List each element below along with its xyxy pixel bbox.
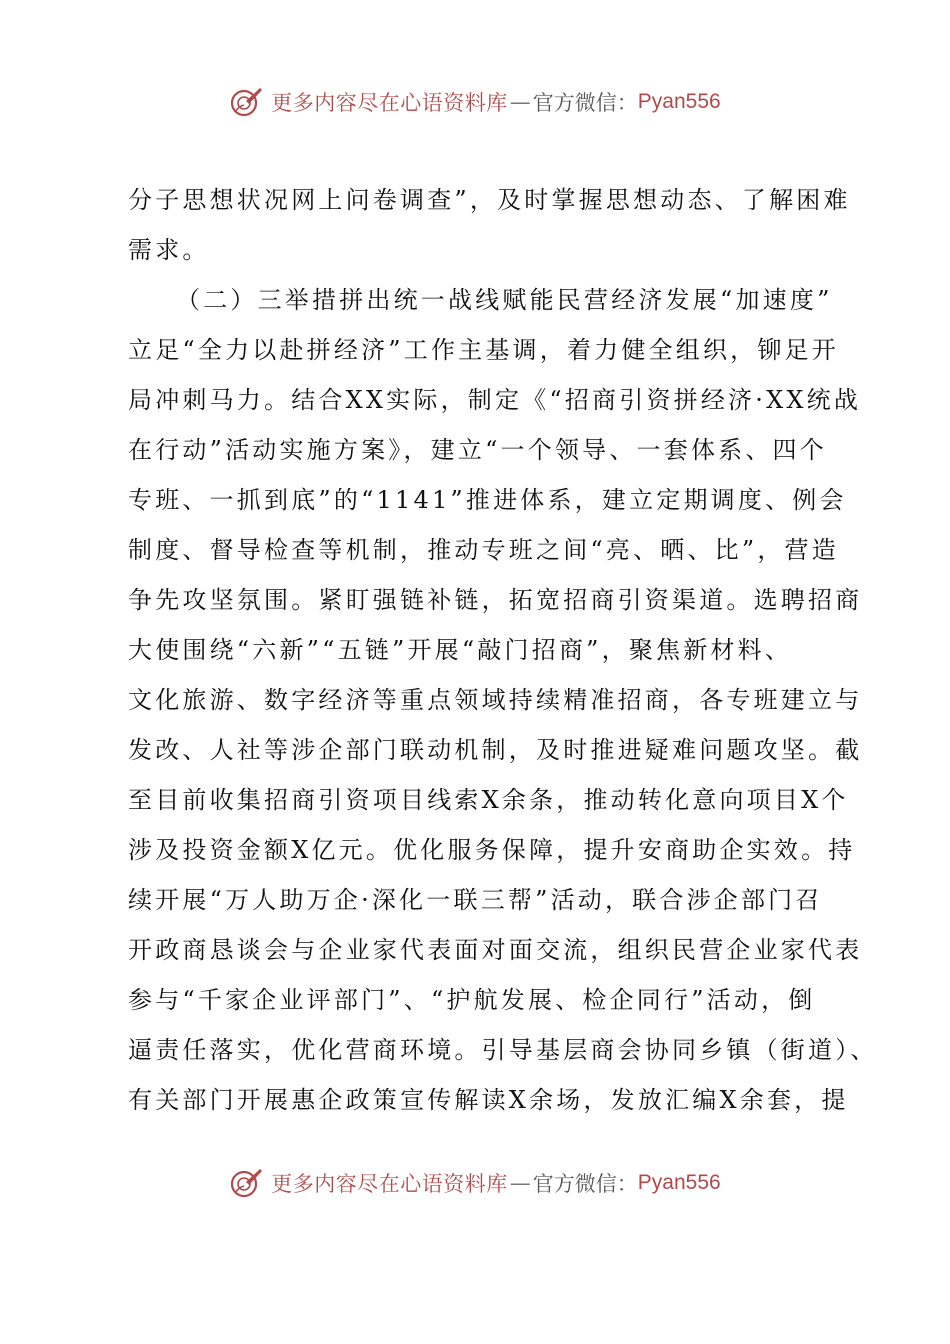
- body-line: 分子思想状况网上问卷调查”，及时掌握思想动态、了解困难: [128, 186, 851, 214]
- banner-separator: —: [509, 90, 531, 114]
- header-watermark-banner: [0, 80, 950, 124]
- body-line: 局冲刺马力。结合XX实际，制定《“招商引资拼经济·XX统战: [128, 386, 862, 414]
- body-line: 文化旅游、数字经济等重点领域持续精准招商，各专班建立与: [128, 686, 863, 714]
- body-line: 立足“全力以赴拼经济”工作主基调，着力健全组织，铆足开: [128, 336, 839, 364]
- body-line: 开政商恳谈会与企业家代表面对面交流，组织民营企业家代表: [128, 936, 863, 964]
- body-line: 争先攻坚氛围。紧盯强链补链，拓宽招商引资渠道。选聘招商: [128, 586, 863, 614]
- body-line: 在行动”活动实施方案》，建立“一个领导、一套体系、四个: [128, 436, 827, 464]
- body-line: 专班、一抓到底”的“1141”推进体系，建立定期调度、例会: [128, 486, 847, 514]
- body-line: 发改、人社等涉企部门联动机制，及时推进疑难问题攻坚。截: [128, 736, 863, 764]
- body-line: 参与“千家企业评部门”、“护航发展、检企同行”活动，倒: [128, 986, 816, 1014]
- body-line: 大使围绕“六新”“五链”开展“敲门招商”，聚焦新材料、: [128, 636, 793, 664]
- section-heading: （二）三举措拼出统一战线赋能民营经济发展“加速度”: [176, 286, 833, 314]
- pen-nib-logo-icon: [229, 84, 265, 120]
- body-line: 涉及投资金额X亿元。优化服务保障，提升安商助企实效。持: [128, 836, 856, 864]
- banner-brand-text: 更多内容尽在心语资料库: [271, 91, 508, 115]
- banner-wechat-label: 官方微信：: [532, 91, 638, 115]
- banner-wechat-label: 官方微信：: [532, 1172, 638, 1196]
- pen-nib-logo-icon: [229, 1165, 265, 1201]
- banner-brand-text: 更多内容尽在心语资料库: [271, 1172, 508, 1196]
- body-line: 逼责任落实，优化营商环境。引导基层商会协同乡镇（街道）、: [128, 1036, 878, 1064]
- body-line: 至目前收集招商引资项目线索X余条，推动转化意向项目X个: [128, 786, 849, 814]
- banner-separator: —: [509, 1171, 531, 1195]
- body-line: 制度、督导检查等机制，推动专班之间“亮、晒、比”，营造: [128, 536, 839, 564]
- document-body: [128, 175, 878, 1125]
- body-line: 有关部门开展惠企政策宣传解读X余场，发放汇编X余套，提: [128, 1086, 849, 1114]
- banner-account-id: Pyan556: [637, 1171, 721, 1194]
- body-line: 续开展“万人助万企·深化一联三帮”活动，联合涉企部门召: [128, 886, 823, 914]
- body-line: 需求。: [128, 236, 210, 264]
- footer-watermark-banner: [0, 1161, 950, 1205]
- banner-account-id: Pyan556: [637, 90, 721, 113]
